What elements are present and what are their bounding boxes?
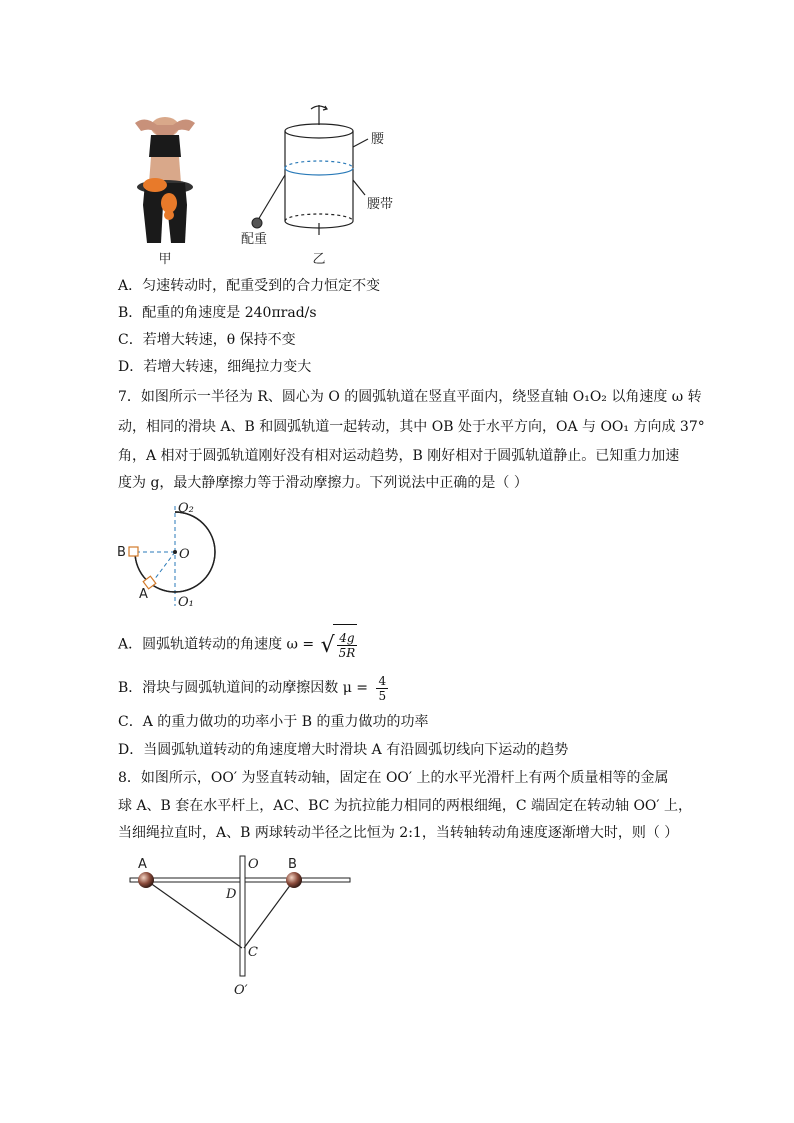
q8-stem-line-3: 当细绳拉直时，A、B 两球转动半径之比恒为 2:1，当转轴转动角速度逐渐增大时，则（ ） [118, 825, 679, 841]
q7-option-d: D．当圆弧轨道转动的角速度增大时滑块 A 有沿圆弧切线向下运动的趋势 [118, 742, 569, 758]
label-b: B [288, 857, 297, 872]
q6-option-d: D．若增大转速，细绳拉力变大 [118, 359, 312, 375]
sqrt-symbol [323, 624, 358, 665]
q7-stem-line-1: 7．如图所示一半径为 R、圆心为 O 的圆弧轨道在竖直平面内，绕竖直轴 O₁O₂ 以角速度 ω 转 [118, 389, 702, 405]
q7-stem-line-4: 度为 g，最大静摩擦力等于滑动摩擦力。下列说法中正确的是（ ） [118, 475, 528, 491]
label-yi: 乙 [312, 252, 326, 267]
q7-option-b-text: B．滑块与圆弧轨道间的动摩擦因数 μ = [118, 680, 369, 696]
q8-stem-line-1: 8．如图所示，OO′ 为竖直转动轴，固定在 OO′ 上的水平光滑杆上有两个质量相等的金属 [118, 770, 669, 786]
ball-b [286, 872, 302, 888]
q7-option-b-num: 4 [378, 673, 387, 688]
q7-option-b-den: 5 [378, 688, 387, 703]
q7-stem-line-2: 动，相同的滑块 A、B 和圆弧轨道一起转动，其中 OB 处于水平方向，OA 与 OO₁ 方向成 37° [118, 419, 705, 435]
label-o1: O₁ [178, 595, 194, 610]
label-peizhong: 配重 [241, 232, 268, 247]
cylinder-diagram [258, 105, 368, 235]
q7-option-a-num: √ 4g [337, 631, 358, 646]
label-d: D [226, 887, 237, 902]
q7-option-a-den: 5R [338, 645, 356, 660]
rotating-rod-diagram [128, 852, 358, 1000]
label-jia: 甲 [158, 252, 172, 267]
label-yaodai: 腰带 [367, 197, 394, 212]
label-a: A [139, 587, 148, 602]
ball-a [138, 872, 154, 888]
q7-option-b [118, 670, 388, 706]
block-b [129, 547, 138, 556]
label-oprime: O′ [234, 983, 248, 998]
label-b: B [117, 545, 126, 560]
person-photo [135, 117, 195, 243]
label-o2: O₂ [178, 501, 194, 516]
label-o: O [179, 547, 190, 562]
label-o: O [248, 857, 259, 872]
q7-option-c: C．A 的重力做功的功率小于 B 的重力做功的功率 [118, 714, 429, 730]
q7-stem-line-3: 角，A 相对于圆弧轨道刚好没有相对运动趋势，B 刚好相对于圆弧轨道静止。已知重力加速 [118, 448, 680, 464]
counterweight-ball [252, 218, 262, 228]
q6-option-a: A．匀速转动时，配重受到的合力恒定不变 [118, 278, 381, 294]
q6-option-b: B．配重的角速度是 240πrad/s [118, 305, 317, 321]
q8-stem-line-2: 球 A、B 套在水平杆上，AC、BC 为抗拉能力相同的两根细绳，C 端固定在转动轴 OO′ 上， [118, 798, 693, 814]
waist-trainer-figure [115, 95, 415, 270]
label-yao: 腰 [371, 132, 385, 147]
q6-option-c: C．若增大转速，θ 保持不变 [118, 332, 296, 348]
label-a: A [138, 857, 147, 872]
q7-option-a-text: A．圆弧轨道转动的角速度 ω = [118, 636, 315, 653]
label-c: C [248, 945, 258, 960]
arc-track-diagram [115, 500, 235, 612]
q7-option-a [118, 624, 357, 664]
